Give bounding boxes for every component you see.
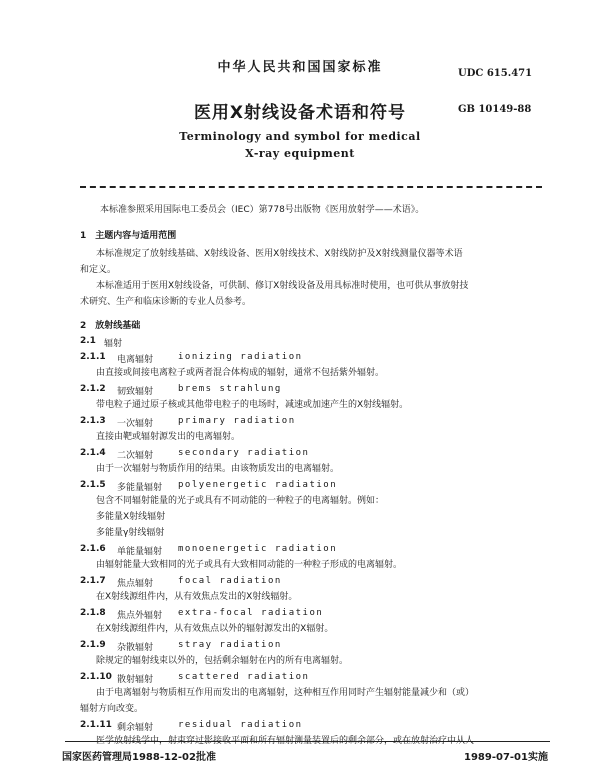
term-definition-line: 在X射线源组件内，从有效焦点以外的辐射源发出的X辐射。 [96,624,334,634]
term-definition-line: 医学放射线学中，射束穿过影接收平面和所有辐射测量装置后的剩余部分，或在放射治疗中从人 [96,736,475,746]
document-title-cn: 医用X射线设备术语和符号 [193,103,407,123]
term-number: 2.1.8 [80,608,106,618]
document-title-en-line2: X-ray equipment [245,147,355,160]
term-number: 2.1.5 [80,480,106,490]
term-number: 2.1.6 [80,544,106,554]
term-name-en: focal radiation [178,576,282,586]
header-divider [80,186,542,188]
term-number: 2.1.7 [80,576,106,586]
footer-divider [65,741,550,742]
term-name-cn: 韧致辐射 [117,387,154,397]
term-name-en: polyenergetic radiation [178,480,338,490]
preface-text: 本标准参照采用国际电工委员会（IEC）第778号出版物《医用放射学——术语》。 [100,205,425,215]
term-name-en: extra-focal radiation [178,608,324,618]
term-definition-line: 包含不同辐射能量的光子或具有不同动能的一种粒子的电离辐射。例如： [96,496,385,506]
term-name-cn: 剩余辐射 [117,723,154,733]
term-name-en: monoenergetic radiation [178,544,338,554]
term-number: 2.1.4 [80,448,106,458]
term-name-cn: 焦点外辐射 [117,611,163,621]
udc-code: UDC 615.471 [458,68,533,79]
term-name-en: scattered radiation [178,672,310,682]
term-definition-line: 多能量γ射线辐射 [96,528,165,538]
effective-date: 1989-07-01实施 [464,752,548,763]
term-definition-line: 除规定的辐射线束以外的，包括剩余辐射在内的所有电离辐射。 [96,656,349,666]
term-definition-line: 在X射线源组件内，从有效焦点发出的X射线辐射。 [96,592,298,602]
section1-heading: 1 主题内容与适用范围 [80,231,177,241]
term-name-en: ionizing radiation [178,352,303,362]
section1-para2-line2: 术研究、生产和临床诊断的专业人员参考。 [80,297,252,307]
term-definition-line: 直接由靶或辐射源发出的电离辐射。 [96,432,241,442]
term-name-cn: 散射辐射 [117,675,154,685]
approval-info: 国家医药管理局1988-12-02批准 [62,752,216,763]
term-name-cn: 焦点辐射 [117,579,154,589]
term-number: 2.1.1 [80,352,106,362]
term-name-cn: 二次辐射 [117,451,154,461]
section2-heading: 2 放射线基础 [80,321,141,331]
subsection-title: 辐射 [104,339,123,349]
section1-para2-line1: 本标准适用于医用X射线设备，可供制、修订X射线设备及用具标准时使用，也可供从事放射技 [96,281,469,291]
subsection-number: 2.1 [80,336,96,346]
term-number: 2.1.3 [80,416,106,426]
term-name-en: secondary radiation [178,448,310,458]
term-definition-line: 由直接或间接电离粒子或两者混合体构成的辐射，通常不包括紫外辐射。 [96,368,385,378]
term-name-en: primary radiation [178,416,296,426]
term-definition-line: 辐射方向改变。 [80,704,144,714]
standard-type-title: 中华人民共和国国家标准 [217,60,383,75]
term-definition-line: 带电粒子通过原子核或其他带电粒子的电场时，减速或加速产生的X射线辐射。 [96,400,409,410]
section1-para1-line1: 本标准规定了放射线基础、X射线设备、医用X射线技术、X射线防护及X射线测量仪器等术语 [96,249,463,259]
term-number: 2.1.9 [80,640,106,650]
term-name-en: brems strahlung [178,384,282,394]
term-name-en: residual radiation [178,720,303,730]
section1-para1-line2: 和定义。 [80,265,117,275]
term-name-cn: 一次辐射 [117,419,154,429]
term-name-cn: 多能量辐射 [117,483,163,493]
term-number: 2.1.10 [80,672,112,682]
term-definition-line: 由辐射能量大致相同的光子或具有大致相同动能的一种粒子形成的电离辐射。 [96,560,403,570]
term-name-cn: 电离辐射 [117,355,154,365]
term-definition-line: 由于电离辐射与物质相互作用而发出的电离辐射，这种相互作用同时产生辐射能量减少和（或） [96,688,475,698]
term-name-en: stray radiation [178,640,282,650]
term-name-cn: 杂散辐射 [117,643,154,653]
document-title-en-line1: Terminology and symbol for medical [179,130,421,143]
term-name-cn: 单能量辐射 [117,547,163,557]
term-definition-line: 多能量X射线辐射 [96,512,166,522]
term-number: 2.1.11 [80,720,112,730]
gb-number: GB 10149-88 [458,104,532,115]
term-definition-line: 由于一次辐射与物质作用的结果。由该物质发出的电离辐射。 [96,464,340,474]
term-number: 2.1.2 [80,384,106,394]
